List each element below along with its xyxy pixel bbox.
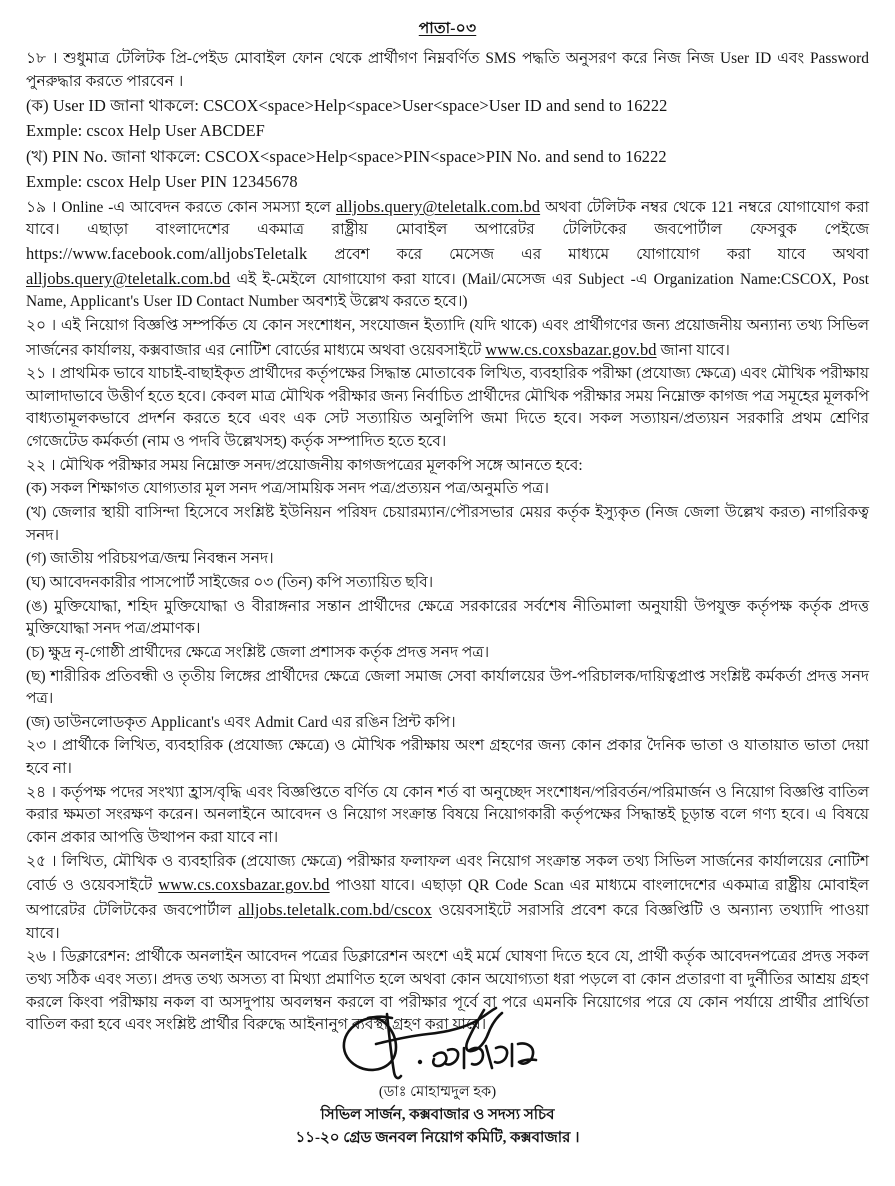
paragraph-22-item-c: (গ) জাতীয় পরিচয়পত্র/জন্ম নিবন্ধন সনদ। xyxy=(26,550,274,568)
paragraph-22-item-d: (ঘ) আবেদনকারীর পাসপোর্ট সাইজের ০৩ (তিন) কপি সত্যায়িত ছবি। xyxy=(26,573,434,591)
paragraph-23: ২৩ । প্রার্থীকে লিখিত, ব্যবহারিক (প্রযোজ্য ক্ষেত্রে) ও মৌখিক পরীক্ষায় অংশ গ্রহণের জন্য কোন প্রকার দৈনিক ভাতা ও যাতায়াত ভাতা দেয়া হবে না। xyxy=(26,737,869,778)
paragraph-18-item-a: (ক) User ID জানা থাকলে: CSCOX<space>Help<space>User<space>User ID and send to 16222 xyxy=(26,96,668,116)
paragraph-19-text-2: অথবা টেলিটক নম্বর থেকে 121 নম্বরে যোগাযোগ করা যাবে। এছাড়া বাংলাদেশের একমাত্র রাষ্ট্রীয় মোবাইল অপারেটর টেলিটকের জবপোর্টাল ফেসবুক পেইজে xyxy=(26,198,870,239)
paragraph-21: ২১ । প্রাথমিক ভাবে যাচাই-বাছাইকৃত প্রার্থীদের কর্তৃপক্ষের সিদ্ধান্ত মোতাবেক লিখিত, ব্যবহারিক পরীক্ষা (প্রযোজ্য ক্ষেত্রে) এবং মৌখিক পরীক্ষায় আলাদাভাবে উত্তীর্ণ হতে হবে। কেবল মাত্র মৌখিক পরীক্ষার জন্য নির্বাচিত প্রার্থীদের মৌখিক পরীক্ষার সময় নিম্নোক্ত কাগজ পত্র সমূহের মূলকপি বাধ্যতামূলকভাবে প্রদর্শন করতে হবে এবং এক সেট সত্যায়িত অনুলিপি জমা দিতে হবে। সকল সত্যায়ন/প্রত্যয়ন সরকারি প্রথম শ্রেণির গেজেটেড কর্মকর্তা (নাম ও পদবি উল্লেখসহ) কর্তৃক সম্পাদিত হতে হবে। xyxy=(26,365,869,451)
paragraph-25-text-2: পাওয়া যাবে। এছাড়া QR Code Scan এর মাধ্যমে বাংলাদেশের একমাত্র রাষ্ট্রীয় মোবাইল অপারেটর টেলিটকের জবপোর্টাল xyxy=(26,877,869,919)
paragraph-22-item-a: (ক) সকল শিক্ষাগত যোগ্যতার মূল সনদ পত্র/সাময়িক সনদ পত্র/প্রত্যয়ন পত্র/অনুমতি পত্র। xyxy=(26,480,549,498)
paragraph-25 xyxy=(26,851,869,946)
paragraph-18-item-b: (খ) PIN No. জানা থাকলে: CSCOX<space>Help<space>PIN<space>PIN No. and send to 16222 xyxy=(26,146,667,166)
paragraph-22-item-h: (জ) ডাউনলোডকৃত Applicant's এবং Admit Card এর রঙিন প্রিন্ট কপি। xyxy=(26,713,456,731)
email-link-teletalk-query-2[interactable]: alljobs.query@teletalk.com.bd xyxy=(26,268,231,288)
paragraph-22-item-f: (চ) ক্ষুদ্র নৃ-গোষ্ঠী প্রার্থীদের ক্ষেত্রে সংশ্লিষ্ট জেলা প্রশাসক কর্তৃক প্রদত্ত সনদ পত্র। xyxy=(26,643,490,661)
paragraph-22-item-g: (ছ) শারীরিক প্রতিবন্ধী ও তৃতীয় লিঙ্গের প্রার্থীদের ক্ষেত্রে জেলা সমাজ সেবা কার্যালয়ের উপ-পরিচালক/দায়িত্বপ্রাপ্ত সংশ্লিষ্ট কর্মকর্তা প্রদত্ত সনদ পত্র। xyxy=(26,667,869,708)
page-title: পাতা-০৩ xyxy=(418,20,477,37)
website-link-cs-coxsbazar-2[interactable]: www.cs.coxsbazar.gov.bd xyxy=(158,875,330,895)
paragraph-26: ২৬ । ডিক্লারেশন: প্রার্থীকে অনলাইন আবেদন পত্রের ডিক্লারেশন অংশে এই মর্মে ঘোষণা দিতে হবে যে, প্রার্থী কর্তৃক আবেদনপত্রের প্রদত্ত সকল তথ্য সঠিক এবং সত্য। প্রদত্ত তথ্য অসত্য বা মিথ্যা প্রমাণিত হলে অথবা কোন অযোগ্যতা ধরা পড়লে বা কোন প্রতারণা বা দুর্নীতির আশ্রয় গ্রহণ করলে কিংবা পরীক্ষায় নকল বা অসদুপায় অবলম্বন করলে বা পরীক্ষার পূর্বে বা পরে এমনকি নিয়োগের পরে যে কোন পর্যায়ে প্রার্থীর প্রার্থিতা বাতিল করা হবে এবং সংশ্লিষ্ট প্রার্থীর বিরুদ্ধে আইনানুগ ব্যবস্থা গ্রহণ করা যাবে। xyxy=(26,948,869,1034)
handwritten-signature-icon xyxy=(288,1004,588,1088)
paragraph-19-text-3: প্রবেশ করে মেসেজ এর মাধ্যমে যোগাযোগ করা যাবে অথবা xyxy=(307,246,869,263)
email-link-teletalk-query-1[interactable]: alljobs.query@teletalk.com.bd xyxy=(335,196,541,216)
paragraph-18-item-b-example: Exmple: cscox Help User PIN 12345678 xyxy=(26,171,298,191)
signature-block xyxy=(0,1004,895,1150)
paragraph-20-text-1: ২০ । এই নিয়োগ বিজ্ঞপ্তি সম্পর্কিত যে কোন সংশোধন, সংযোজন ইত্যাদি (যদি থাকে) এবং প্রার্থীগণের জন্য প্রয়োজনীয় অন্যান্য তথ্য সিভিল সার্জনের কার্যালয়, কক্সবাজার এর নোটিশ বোর্ডের মাধ্যমে অথবা ওয়েবসাইটে xyxy=(26,316,869,359)
document-body xyxy=(26,48,869,1037)
paragraph-20-text-2: জানা যাবে। xyxy=(656,341,730,359)
paragraph-19-text-4: এই ই-মেইলে যোগাযোগ করা যাবে। (Mail/মেসেজ এর Subject -এ Organization Name:CSCOX, Post Name, Applicant's User ID Contact Number অবশ্যই উল্লেখ করতে হবে।) xyxy=(26,270,869,311)
paragraph-22: ২২ । মৌখিক পরীক্ষার সময় নিম্নোক্ত সনদ/প্রয়োজনীয় কাগজপত্রের মূলকপি সঙ্গে আনতে হবে: xyxy=(26,456,583,474)
paragraph-19 xyxy=(26,195,869,314)
paragraph-18: ১৮ । শুধুমাত্র টেলিটক প্রি-পেইড মোবাইল ফোন থেকে প্রার্থীগণ নিম্নবর্ণিত SMS পদ্ধতি অনুসরণ করে নিজ নিজ User ID এবং Password পুনরুদ্ধার করতে পারবেন । xyxy=(26,50,869,90)
signatory-committee: ১১-২০ গ্রেড জনবল নিয়োগ কমিটি, কক্সবাজার । xyxy=(295,1129,580,1146)
signature-inner xyxy=(288,1004,588,1150)
paragraph-20 xyxy=(26,315,869,362)
website-link-alljobs-teletalk-cscox[interactable]: alljobs.teletalk.com.bd/cscox xyxy=(238,899,432,919)
paragraph-25-text-3: ওয়েবসাইটে সরাসরি প্রবেশ করে বিজ্ঞপ্তিটি ও অন্যান্য তথ্যাদি পাওয়া যাবে। xyxy=(26,901,869,942)
facebook-page-url[interactable]: https://www.facebook.com/alljobsTeletalk xyxy=(26,244,308,263)
paragraph-18-item-a-example: Exmple: cscox Help User ABCDEF xyxy=(26,121,265,141)
signatory-name: (ডাঃ মোহাম্মদুল হক) xyxy=(378,1083,497,1100)
website-link-cs-coxsbazar-1[interactable]: www.cs.coxsbazar.gov.bd xyxy=(485,339,657,359)
paragraph-19-text-1: ১৯ । Online -এ আবেদন করতে কোন সমস্যা হলে xyxy=(26,198,336,216)
paragraph-24: ২৪ । কর্তৃপক্ষ পদের সংখ্যা হ্রাস/বৃদ্ধি এবং বিজ্ঞপ্তিতে বর্ণিত যে কোন শর্ত বা অনুচ্ছেদ সংশোধন/পরিবর্তন/পরিমার্জন ও নিয়োগ বিজ্ঞপ্তি বাতিল করার ক্ষমতা সংরক্ষণ করেন। অনলাইনে আবেদন ও নিয়োগ সংক্রান্ত বিষয়ে নিয়োগকারী কর্তৃপক্ষের সিদ্ধান্তই চূড়ান্ত বলে গণ্য হবে। এ বিষয়ে কোন প্রকার আপত্তি উত্থাপন করা যাবে না। xyxy=(26,783,869,847)
paragraph-22-item-e: (ঙ) মুক্তিযোদ্ধা, শহিদ মুক্তিযোদ্ধা ও বীরাঙ্গনার সন্তান প্রার্থীদের ক্ষেত্রে সরকারের সর্বশেষ নীতিমালা অনুযায়ী উপযুক্ত কর্তৃপক্ষ কর্তৃক প্রদত্ত মুক্তিযোদ্ধা সনদ পত্র/প্রমাণক। xyxy=(26,597,869,638)
paragraph-25-text-1: ২৫ । লিখিত, মৌখিক ও ব্যবহারিক (প্রযোজ্য ক্ষেত্রে) পরীক্ষার ফলাফল এবং নিয়োগ সংক্রান্ত সকল তথ্য সিভিল সার্জনের কার্যালয়ের নোটিশ বোর্ড ও ওয়েবসাইটে xyxy=(26,852,869,895)
paragraph-22-item-b: (খ) জেলার স্থায়ী বাসিন্দা হিসেবে সংশ্লিষ্ট ইউনিয়ন পরিষদ চেয়ারম্যান/পৌরসভার মেয়র কর্তৃক ইস্যুকৃত (নিজ জেলা উল্লেখ করত) নাগরিকত্ব সনদ। xyxy=(26,504,869,544)
signatory-designation: সিভিল সার্জন, কক্সবাজার ও সদস্য সচিব xyxy=(320,1106,555,1123)
